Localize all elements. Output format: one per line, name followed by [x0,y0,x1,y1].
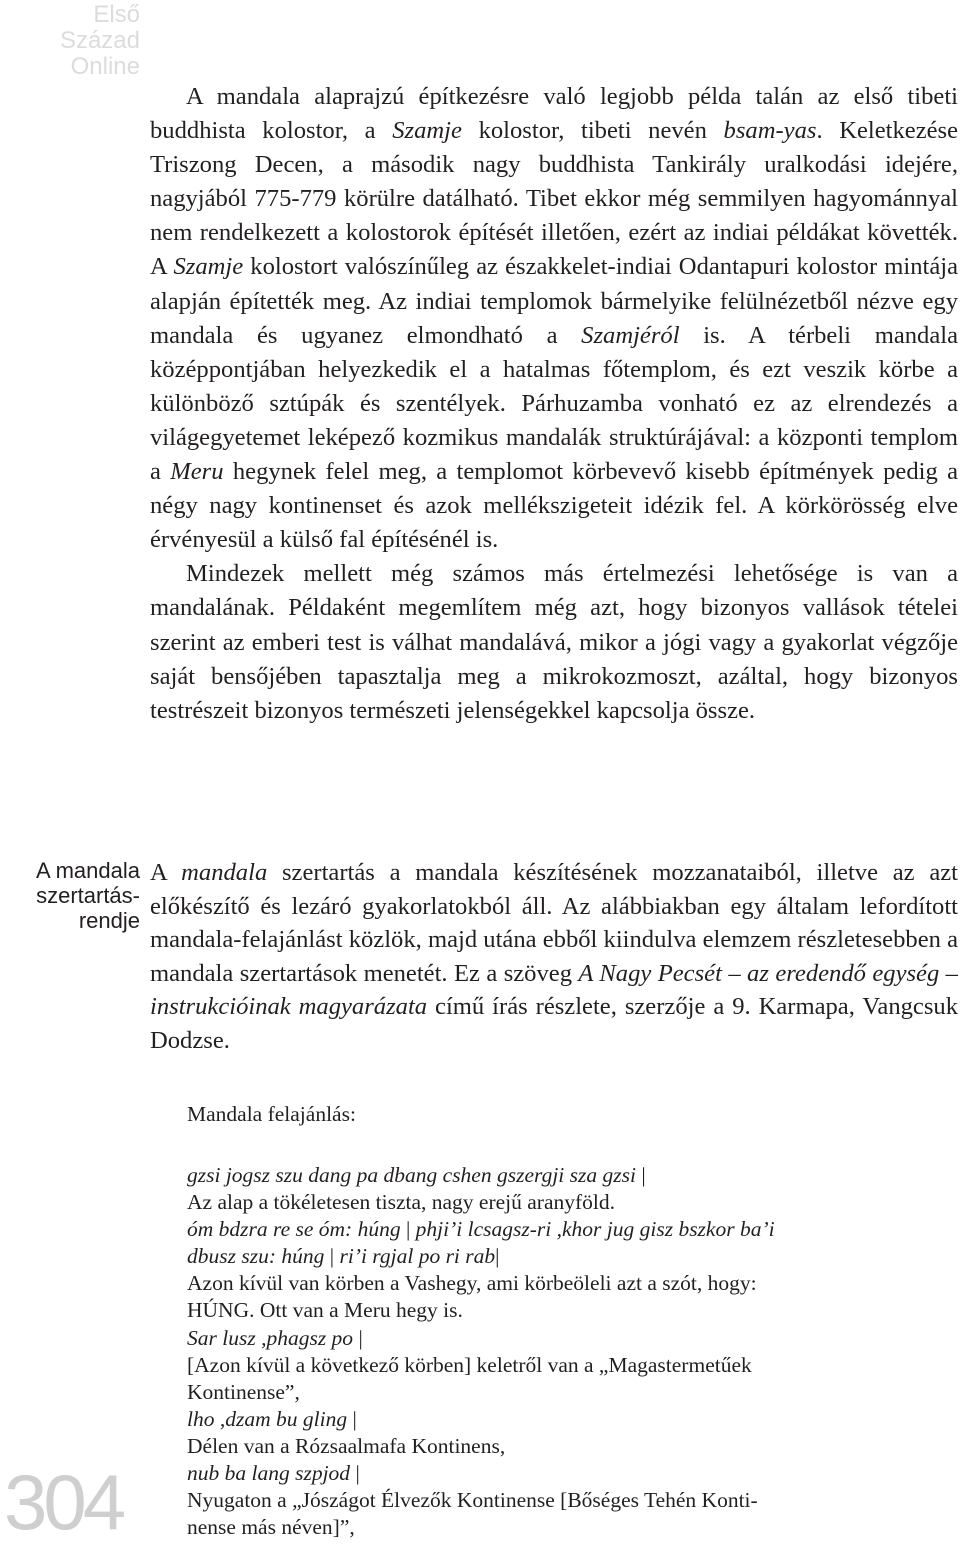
tibetan-line: Sar lusz ,phagsz po | [187,1325,363,1350]
section-heading [14,858,140,933]
translation-line: Nyugaton a „Jószágot Élvezők Kontinense [Bőséges Tehén Konti- [187,1488,758,1513]
italic-term: Szamje [173,253,244,281]
section-body [150,856,958,1058]
text-run: is. A térbeli mandala középpontjában helyezkedik el a hatalmas főtemplom, és ezt veszik körbe a különböző sztúpák és szentélyek. Párhuzamba vonható ez az elrendezés a világegyetemet leképező kozmikus mandalák struktúrájával: a központi templom a [150,321,958,486]
translation-line: Kontinense”, [187,1379,300,1404]
text-run: szertartás a mandala készítésének mozzanataiból, illetve az azt előkészítő és lezáró gyakorlatokból áll. Az alábbiakban egy általam lefordított mandala-felajánlást közlök, majd utána ebből kiindulva elemzem részletesebben a mandala szertartások menetét. Ez a szöveg [150,859,958,987]
text-run: kolostor, tibeti nevén [461,117,724,145]
tibetan-line: dbusz szu: húng | ri’i rgjal po ri rab| [187,1244,500,1269]
text-run: A [150,859,182,886]
italic-title: A Nagy Pecsét – az eredendő egység – instrukcióinak magyarázata [150,959,958,1021]
intro-text [150,80,958,728]
tibetan-line: óm bdzra re se óm: húng | phji’i lcsagsz-ri ,khor jug gisz bszkor ba’i [187,1217,775,1242]
translation-line: HÚNG. Ott van a Meru hegy is. [187,1298,463,1323]
tibetan-text: óm bdzra re se óm: húng [187,1217,401,1242]
tibetan-line: nub ba lang szpjod | [187,1461,360,1486]
tibetan-text: nub ba lang szpjod [187,1461,351,1486]
section-paragraph [150,856,958,1058]
tibetan-text: Sar lusz ,phagsz po [187,1325,354,1350]
publisher-logo [40,2,140,80]
logo-line: Század [59,27,140,54]
translation-line: Azon kívül van körben a Vashegy, ami körbeöleli azt a szót, hogy: [187,1271,757,1296]
translation-line: Az alap a tökéletesen tiszta, nagy erejű aranyföld. [187,1190,616,1215]
tibetan-text: gzsi jogsz szu dang pa dbang cshen gszergji sza gzsi [187,1163,636,1187]
italic-term: Szamje [392,117,462,145]
logo-line: Online [70,53,140,80]
intro-paragraph-2: Mindezek mellett még számos más értelmezési lehetősége is van a mandalának. Példaként megemlítem még azt, hogy bizonyos vallások tételei szerint az emberi test is válhat mandalává, mikor a jógi vagy a gyakorlat végzője saját bensőjében tapasztalja meg a mikrokozmoszt, azáltal, hogy bizonyos testrészeit bizonyos természeti jelenségekkel kapcsolja össze. [150,560,958,724]
tibetan-line: gzsi jogsz szu dang pa dbang cshen gszergji sza gzsi | [187,1163,646,1187]
text-run: hegynek felel meg, a templomot körbevevő kisebb építmények pedig a négy nagy kontinenset és azok mellékszigeteit idézik fel. A körkörösség elve érvényesül a külső fal építésénél is. [150,458,958,554]
tibetan-text: ri’i rgjal po ri rab [339,1244,496,1269]
text-run: . Keletkezése Triszong Decen, a második nagy buddhista Tankirály uralkodási idejére, nagyjából 775-779 körülre datálható. Tibet ekkor még semmilyen hagyománnyal nem rendelkezett a kolostorok építését illetően, ezért az indiai példákat követték. A [150,117,959,281]
logo-line: Első [93,1,140,28]
translation-line: nense más néven]”, [187,1515,355,1540]
tibetan-text: phji’i lcsagsz-ri ,khor jug gisz bszkor ba’i [415,1217,775,1242]
italic-term: Szamjéról [581,321,680,349]
italic-term: mandala [181,859,268,886]
intro-paragraph-1 [150,80,958,557]
page-number: 304 [4,1458,123,1546]
offering-text [187,1162,897,1541]
translation-line: [Azon kívül a következő körben] keletről van a „Magastermetűek [187,1352,752,1377]
text-run: című írás részlete, szerzője a 9. Karmapa, Vangcsuk Dodzse. [150,993,958,1054]
section-heading-line: rendje [78,908,140,933]
section-heading-line: szertartás- [36,883,140,908]
text-run: kolostort valószínűleg az északkelet-indiai Odantapuri kolostor mintája alapján építették meg. Az indiai templomok bármelyike felülnézetből nézve egy mandala és ugyanez elmondható a [150,253,958,349]
text-run: A mandala alaprajzú építkezésre való legjobb példa talán az első tibeti buddhista kolostor, a [150,83,958,145]
offering-title: Mandala felajánlás: [187,1102,356,1126]
section-heading-line: A mandala [36,858,140,883]
tibetan-text: dbusz szu: húng [187,1244,325,1269]
tibetan-line: lho ,dzam bu gling | [187,1406,357,1431]
italic-term: Meru [170,458,224,486]
italic-term: bsam-yas [723,117,817,145]
tibetan-text: lho ,dzam bu gling [187,1406,348,1431]
translation-line: Délen van a Rózsaalmafa Kontinens, [187,1433,506,1458]
